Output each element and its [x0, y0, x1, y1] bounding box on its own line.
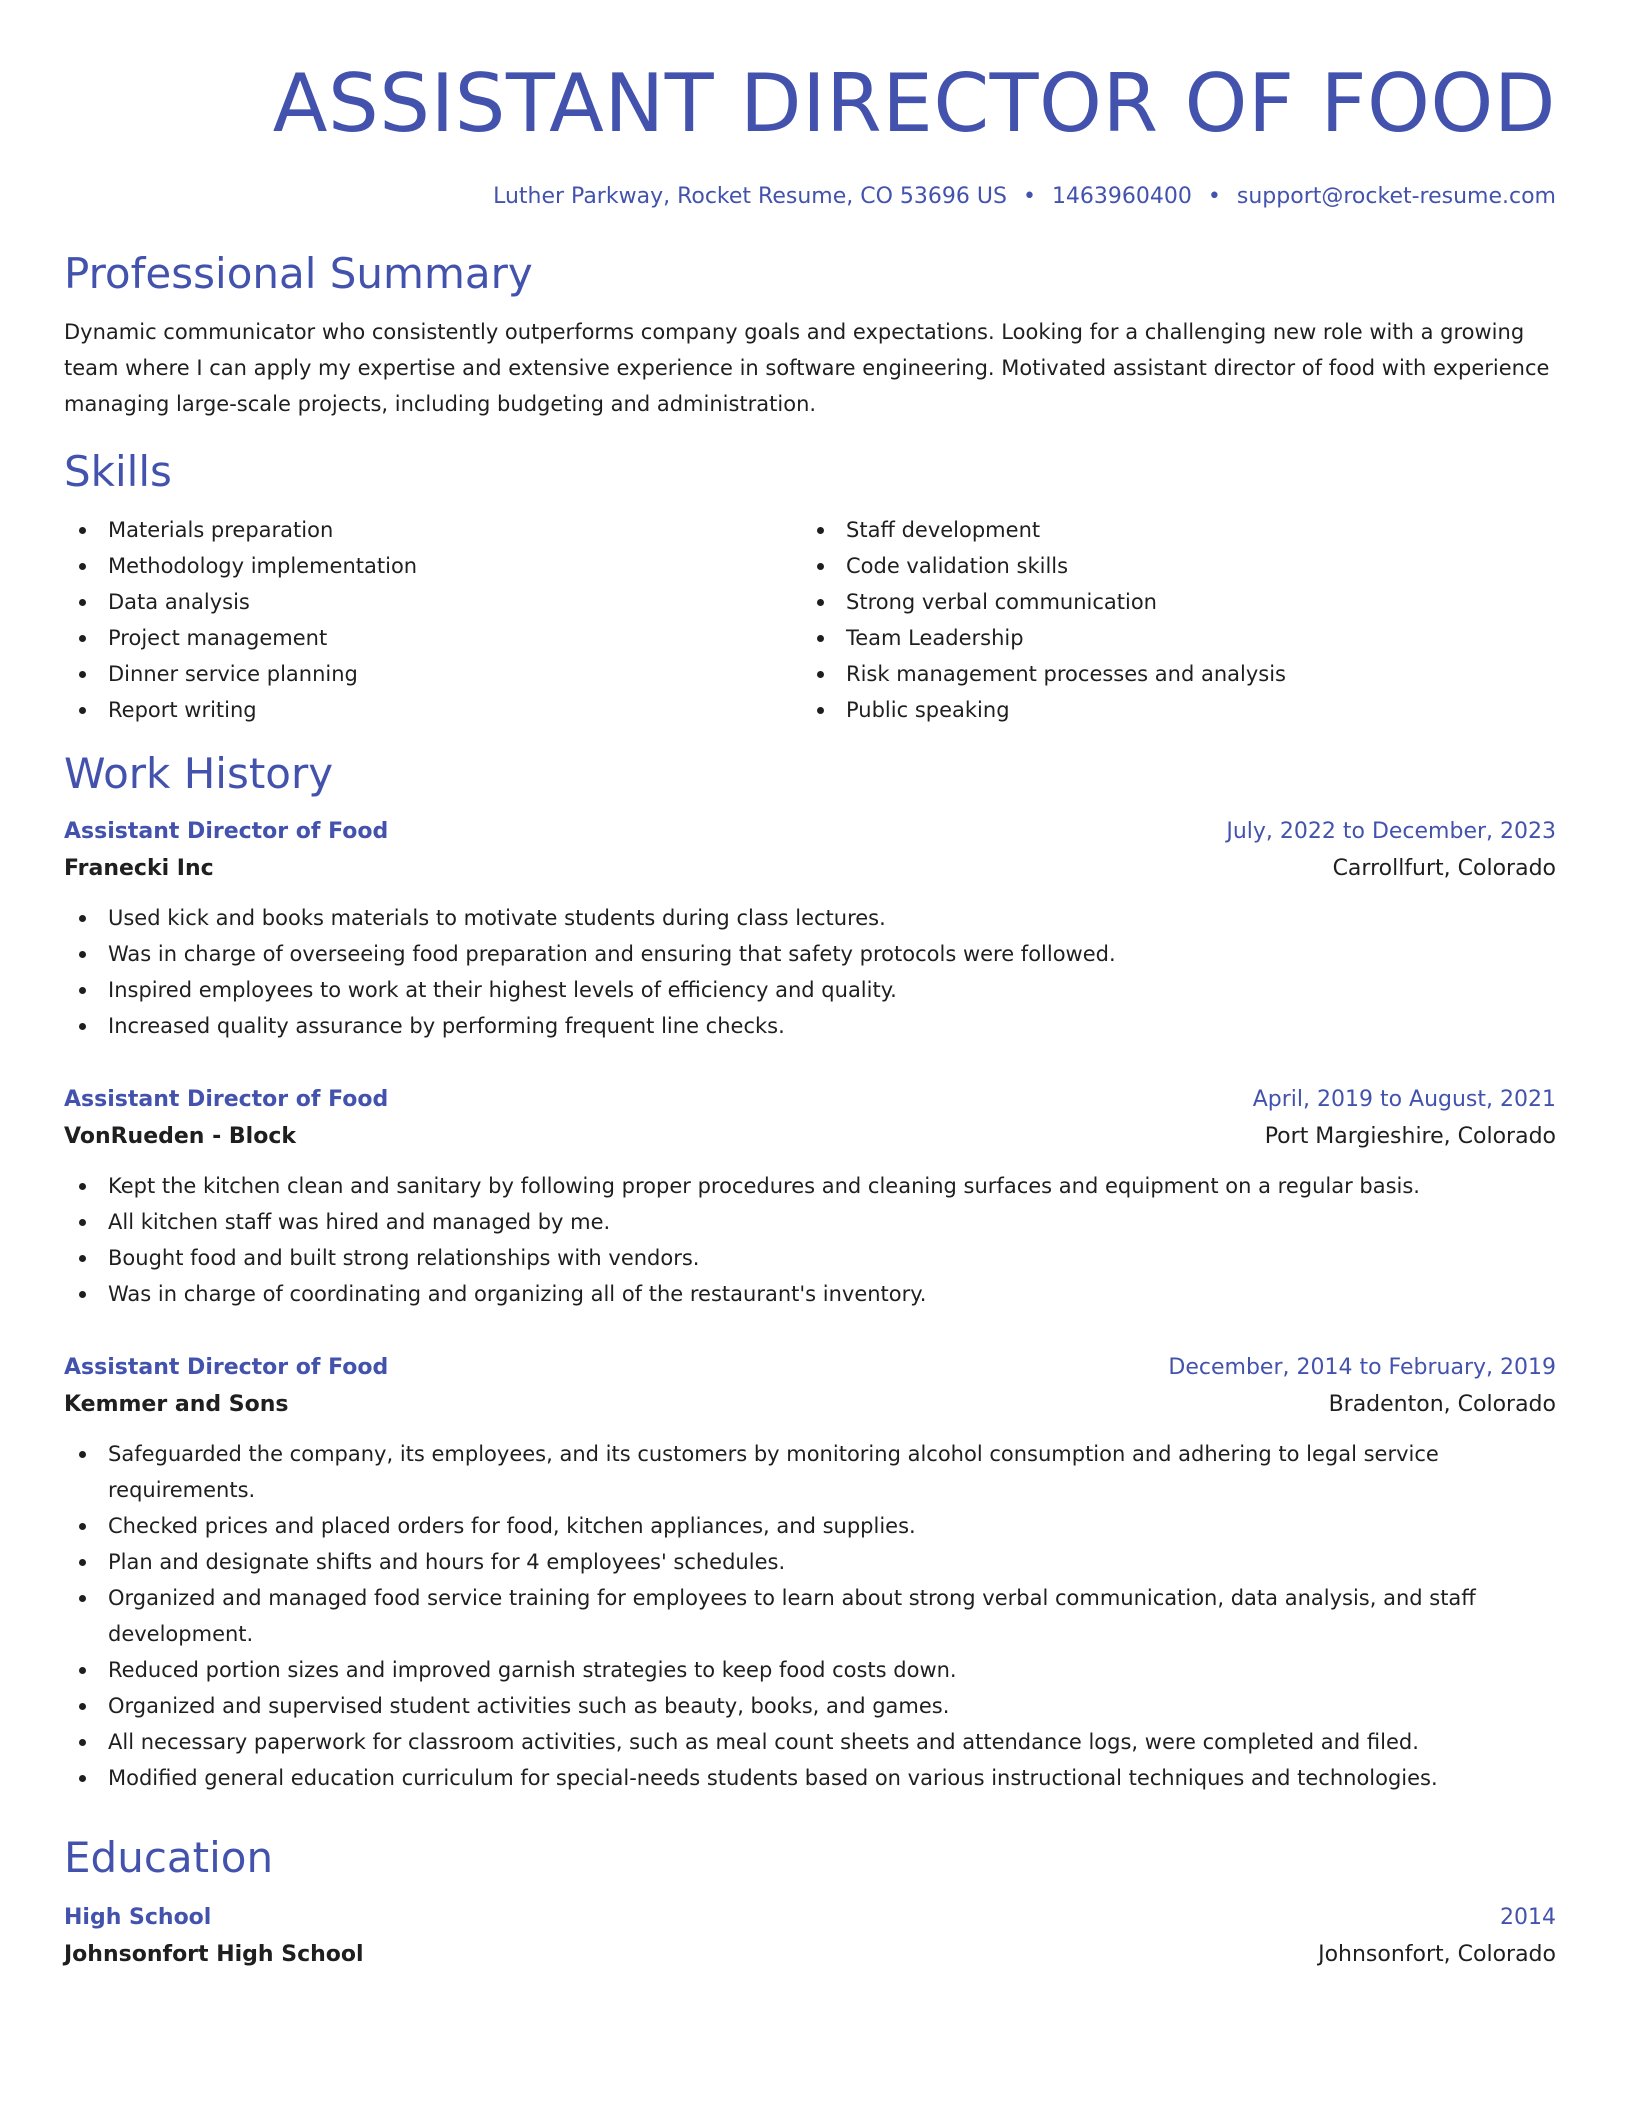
skill-item: Strong verbal communication — [802, 584, 1540, 620]
job-bullet: Organized and supervised student activities such as beauty, books, and games. — [64, 1688, 1556, 1724]
job-bullet: Kept the kitchen clean and sanitary by following proper procedures and cleaning surfaces and equipment on a regular basis. — [64, 1168, 1556, 1204]
work-history-heading: Work History — [64, 749, 334, 798]
job-entry — [64, 814, 1556, 1044]
job-bullet: Organized and managed food service training for employees to learn about strong verbal communication, data analysis, and staff development. — [64, 1580, 1556, 1652]
skill-item: Report writing — [64, 692, 802, 728]
job-bullet: Checked prices and placed orders for food, kitchen appliances, and supplies. — [64, 1508, 1556, 1544]
job-bullet: Plan and designate shifts and hours for 4 employees' schedules. — [64, 1544, 1556, 1580]
skill-item: Methodology implementation — [64, 548, 802, 584]
skill-item: Team Leadership — [802, 620, 1540, 656]
job-bullet: Inspired employees to work at their highest levels of efficiency and quality. — [64, 972, 1556, 1008]
resume-name: ASSISTANT DIRECTOR OF FOOD — [272, 57, 1556, 150]
job-title: Assistant Director of Food — [64, 819, 389, 844]
education-entry — [64, 1900, 1556, 1974]
job-bullets — [64, 900, 1556, 1044]
separator-dot: • — [1022, 184, 1036, 209]
skills-heading: Skills — [64, 447, 172, 496]
job-dates: December, 2014 to February, 2019 — [1168, 1355, 1556, 1380]
skill-item: Project management — [64, 620, 802, 656]
skills-column-left — [64, 512, 802, 728]
skills-column-right — [802, 512, 1540, 728]
degree: High School — [64, 1905, 212, 1930]
skill-item: Materials preparation — [64, 512, 802, 548]
job-dates: April, 2019 to August, 2021 — [1252, 1087, 1556, 1112]
company-name: Kemmer and Sons — [64, 1392, 289, 1417]
email: support@rocket-resume.com — [1236, 184, 1556, 209]
job-title: Assistant Director of Food — [64, 1355, 389, 1380]
skill-item: Risk management processes and analysis — [802, 656, 1540, 692]
skill-item: Code validation skills — [802, 548, 1540, 584]
job-bullets — [64, 1168, 1556, 1312]
skill-item: Data analysis — [64, 584, 802, 620]
skill-item: Public speaking — [802, 692, 1540, 728]
job-location: Carrollfurt, Colorado — [1332, 856, 1556, 881]
job-bullet: All necessary paperwork for classroom activities, such as meal count sheets and attendance logs, were completed and filed. — [64, 1724, 1556, 1760]
job-location: Bradenton, Colorado — [1328, 1392, 1556, 1417]
job-bullet: All kitchen staff was hired and managed by me. — [64, 1204, 1556, 1240]
school-name: Johnsonfort High School — [64, 1942, 364, 1967]
company-name: VonRueden - Block — [64, 1124, 296, 1149]
job-title: Assistant Director of Food — [64, 1087, 389, 1112]
phone: 1463960400 — [1051, 184, 1192, 209]
job-entry — [64, 1082, 1556, 1312]
job-bullet: Reduced portion sizes and improved garnish strategies to keep food costs down. — [64, 1652, 1556, 1688]
summary-text: Dynamic communicator who consistently outperforms company goals and expectations. Looking for a challenging new role with a growing team where I can apply my expertise and extensive experience in software engineering. Motivated assistant director of food with experience managing large-scale projects, including budgeting and administration. — [64, 320, 1550, 416]
skill-item: Dinner service planning — [64, 656, 802, 692]
job-bullet: Safeguarded the company, its employees, and its customers by monitoring alcohol consumption and adhering to legal service requirements. — [64, 1436, 1556, 1508]
job-bullet: Was in charge of coordinating and organizing all of the restaurant's inventory. — [64, 1276, 1556, 1312]
summary-heading: Professional Summary — [64, 249, 533, 298]
resume-page — [64, 56, 1556, 1974]
skills-list — [64, 512, 1556, 728]
job-bullet: Modified general education curriculum for special-needs students based on various instructional techniques and technologies. — [64, 1760, 1556, 1796]
job-bullet: Used kick and books materials to motivate students during class lectures. — [64, 900, 1556, 936]
skill-item: Staff development — [802, 512, 1540, 548]
education-heading: Education — [64, 1833, 274, 1882]
job-dates: July, 2022 to December, 2023 — [1226, 819, 1556, 844]
job-bullets — [64, 1436, 1556, 1796]
contact-line — [64, 182, 1556, 212]
job-entry — [64, 1350, 1556, 1796]
job-location: Port Margieshire, Colorado — [1264, 1124, 1556, 1149]
job-bullet: Increased quality assurance by performing frequent line checks. — [64, 1008, 1556, 1044]
school-location: Johnsonfort, Colorado — [1318, 1942, 1556, 1967]
job-bullet: Bought food and built strong relationships with vendors. — [64, 1240, 1556, 1276]
graduation-year: 2014 — [1500, 1905, 1556, 1930]
address: Luther Parkway, Rocket Resume, CO 53696 US — [493, 184, 1007, 209]
job-bullet: Was in charge of overseeing food preparation and ensuring that safety protocols were followed. — [64, 936, 1556, 972]
separator-dot: • — [1207, 184, 1221, 209]
company-name: Franecki Inc — [64, 856, 214, 881]
